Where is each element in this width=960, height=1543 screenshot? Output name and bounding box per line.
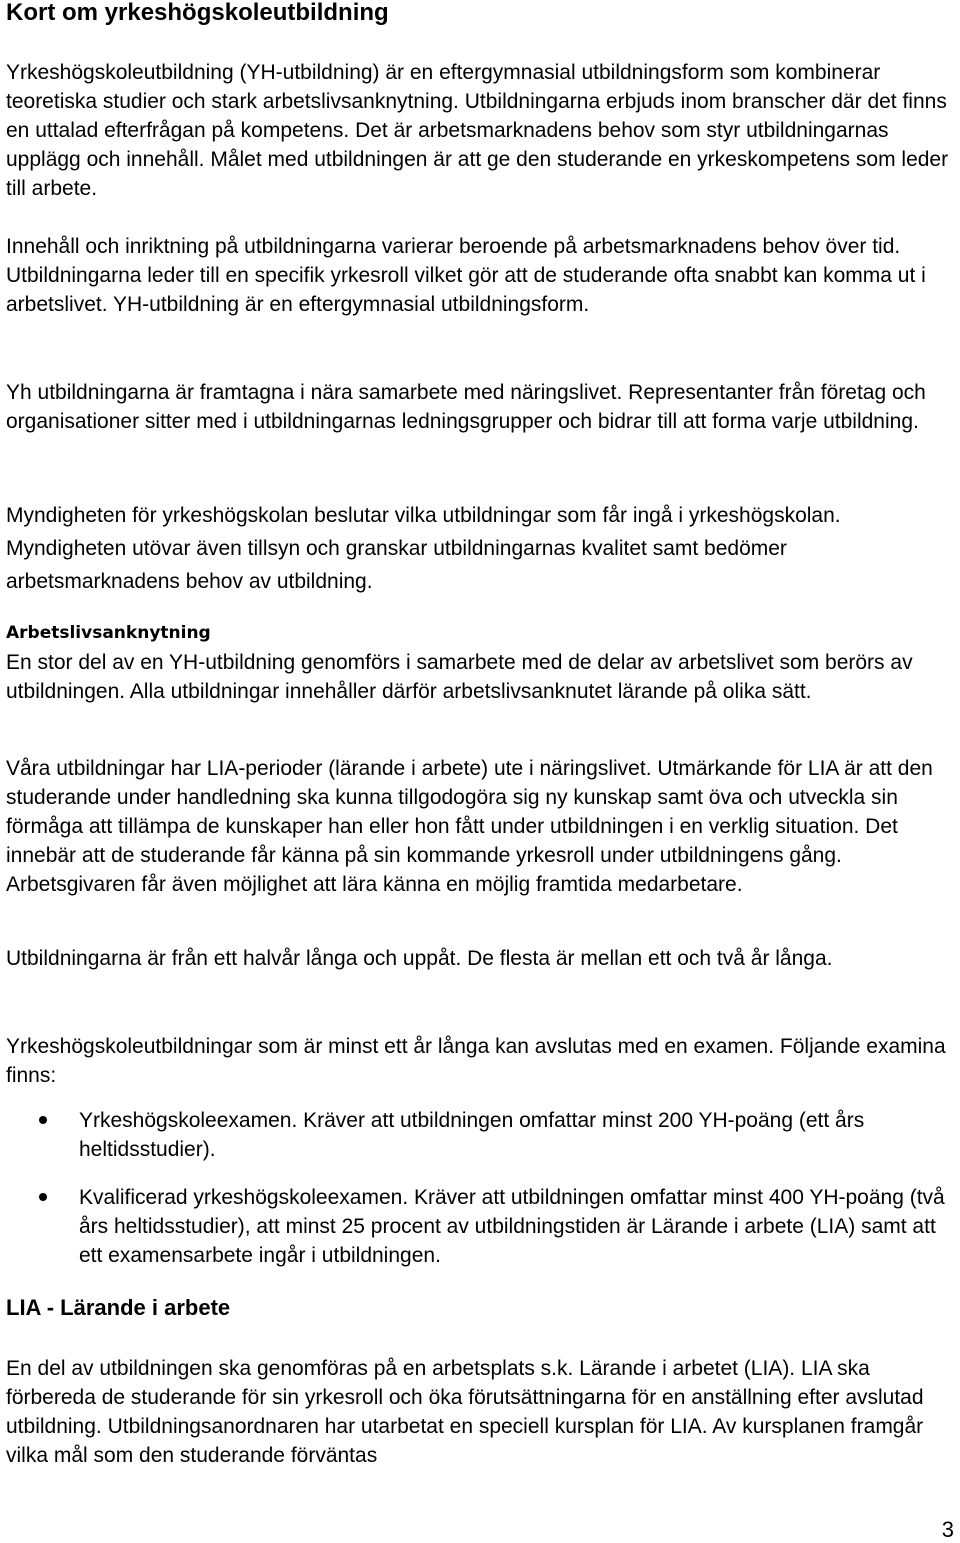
section-heading-lia: LIA - Lärande i arbete [6, 1295, 231, 1320]
section1-paragraph-3: Utbildningarna är från ett halvår långa och uppåt. De flesta är mellan ett och två år långa. [6, 947, 833, 970]
section1-paragraph-4: Yrkeshögskoleutbildningar som är minst ett år långa kan avslutas med en examen. Följande examina finns: [6, 1035, 946, 1087]
bullet-icon [39, 1193, 47, 1201]
list-item [6, 1106, 956, 1164]
section1-paragraph-1: En stor del av en YH-utbildning genomförs i samarbete med de delar av arbetslivet som berörs av utbildningen. Alla utbildningar innehåller därför arbetslivsanknutet lärande på olika sätt. [6, 651, 913, 703]
section-heading-arbetslivsanknytning: Arbetslivsanknytning [6, 623, 211, 643]
intro-paragraph-3: Yh utbildningarna är framtagna i nära samarbete med näringslivet. Representanter från företag och organisationer sitter med i utbildningarnas ledningsgrupper och bidrar till att forma varje utbildning. [6, 381, 926, 433]
page-number: 3 [941, 1517, 954, 1542]
exam-list [6, 1106, 956, 1270]
page-title: Kort om yrkeshögskoleutbildning [6, 0, 389, 26]
section1-paragraph-2: Våra utbildningar har LIA-perioder (lärande i arbete) ute i näringslivet. Utmärkande för LIA är att den studerande under handledning ska kunna tillgodogöra sig ny kunskap samt öva och utveckla sin förmåga att tillämpa de kunskaper han eller hon fått under utbildningen i en verklig situation. Det innebär att de studerande får känna på sin kommande yrkesroll under utbildningens gång. Arbetsgivaren får även möjlighet att lära känna en möjlig framtida medarbetare. [6, 757, 933, 896]
list-item [6, 1183, 956, 1270]
list-item-text: Kvalificerad yrkeshögskoleexamen. Kräver att utbildningen omfattar minst 400 YH-poäng (två års heltidsstudier), att minst 25 procent av utbildningstiden är Lärande i arbete (LIA) samt att ett examensarbete ingår i utbildningen. [79, 1186, 945, 1267]
section2-paragraph: En del av utbildningen ska genomföras på en arbetsplats s.k. Lärande i arbetet (LIA). LIA ska förbereda de studerande för sin yrkesroll och öka förutsättningarna för en anställning efter avslutad utbildning. Utbildningsanordnaren har utarbetat en speciell kursplan för LIA. Av kursplanen framgår vilka mål som den studerande förväntas [6, 1357, 924, 1467]
list-item-text: Yrkeshögskoleexamen. Kräver att utbildningen omfattar minst 200 YH-poäng (ett års heltidsstudier). [79, 1109, 865, 1161]
intro-paragraph-2: Innehåll och inriktning på utbildningarna varierar beroende på arbetsmarknadens behov över tid. Utbildningarna leder till en specifik yrkesroll vilket gör att de studerande ofta snabbt kan komma ut i arbetslivet. YH-utbildning är en eftergymnasial utbildningsform. [6, 235, 926, 316]
intro-paragraph-1: Yrkeshögskoleutbildning (YH-utbildning) är en eftergymnasial utbildningsform som kombinerar teoretiska studier och stark arbetslivsanknytning. Utbildningarna erbjuds inom branscher där det finns en uttalad efterfrågan på kompetens. Det är arbetsmarknadens behov som styr utbildningarnas upplägg och innehåll. Målet med utbildningen är att ge den studerande en yrkeskompetens som leder till arbete. [6, 61, 949, 200]
bullet-icon [39, 1116, 47, 1124]
intro-paragraph-4: Myndigheten för yrkeshögskolan beslutar vilka utbildningar som får ingå i yrkeshögskolan. Myndigheten utövar även tillsyn och granskar utbildningarnas kvalitet samt bedömer arbetsmarknadens behov av utbildning. [6, 504, 841, 593]
